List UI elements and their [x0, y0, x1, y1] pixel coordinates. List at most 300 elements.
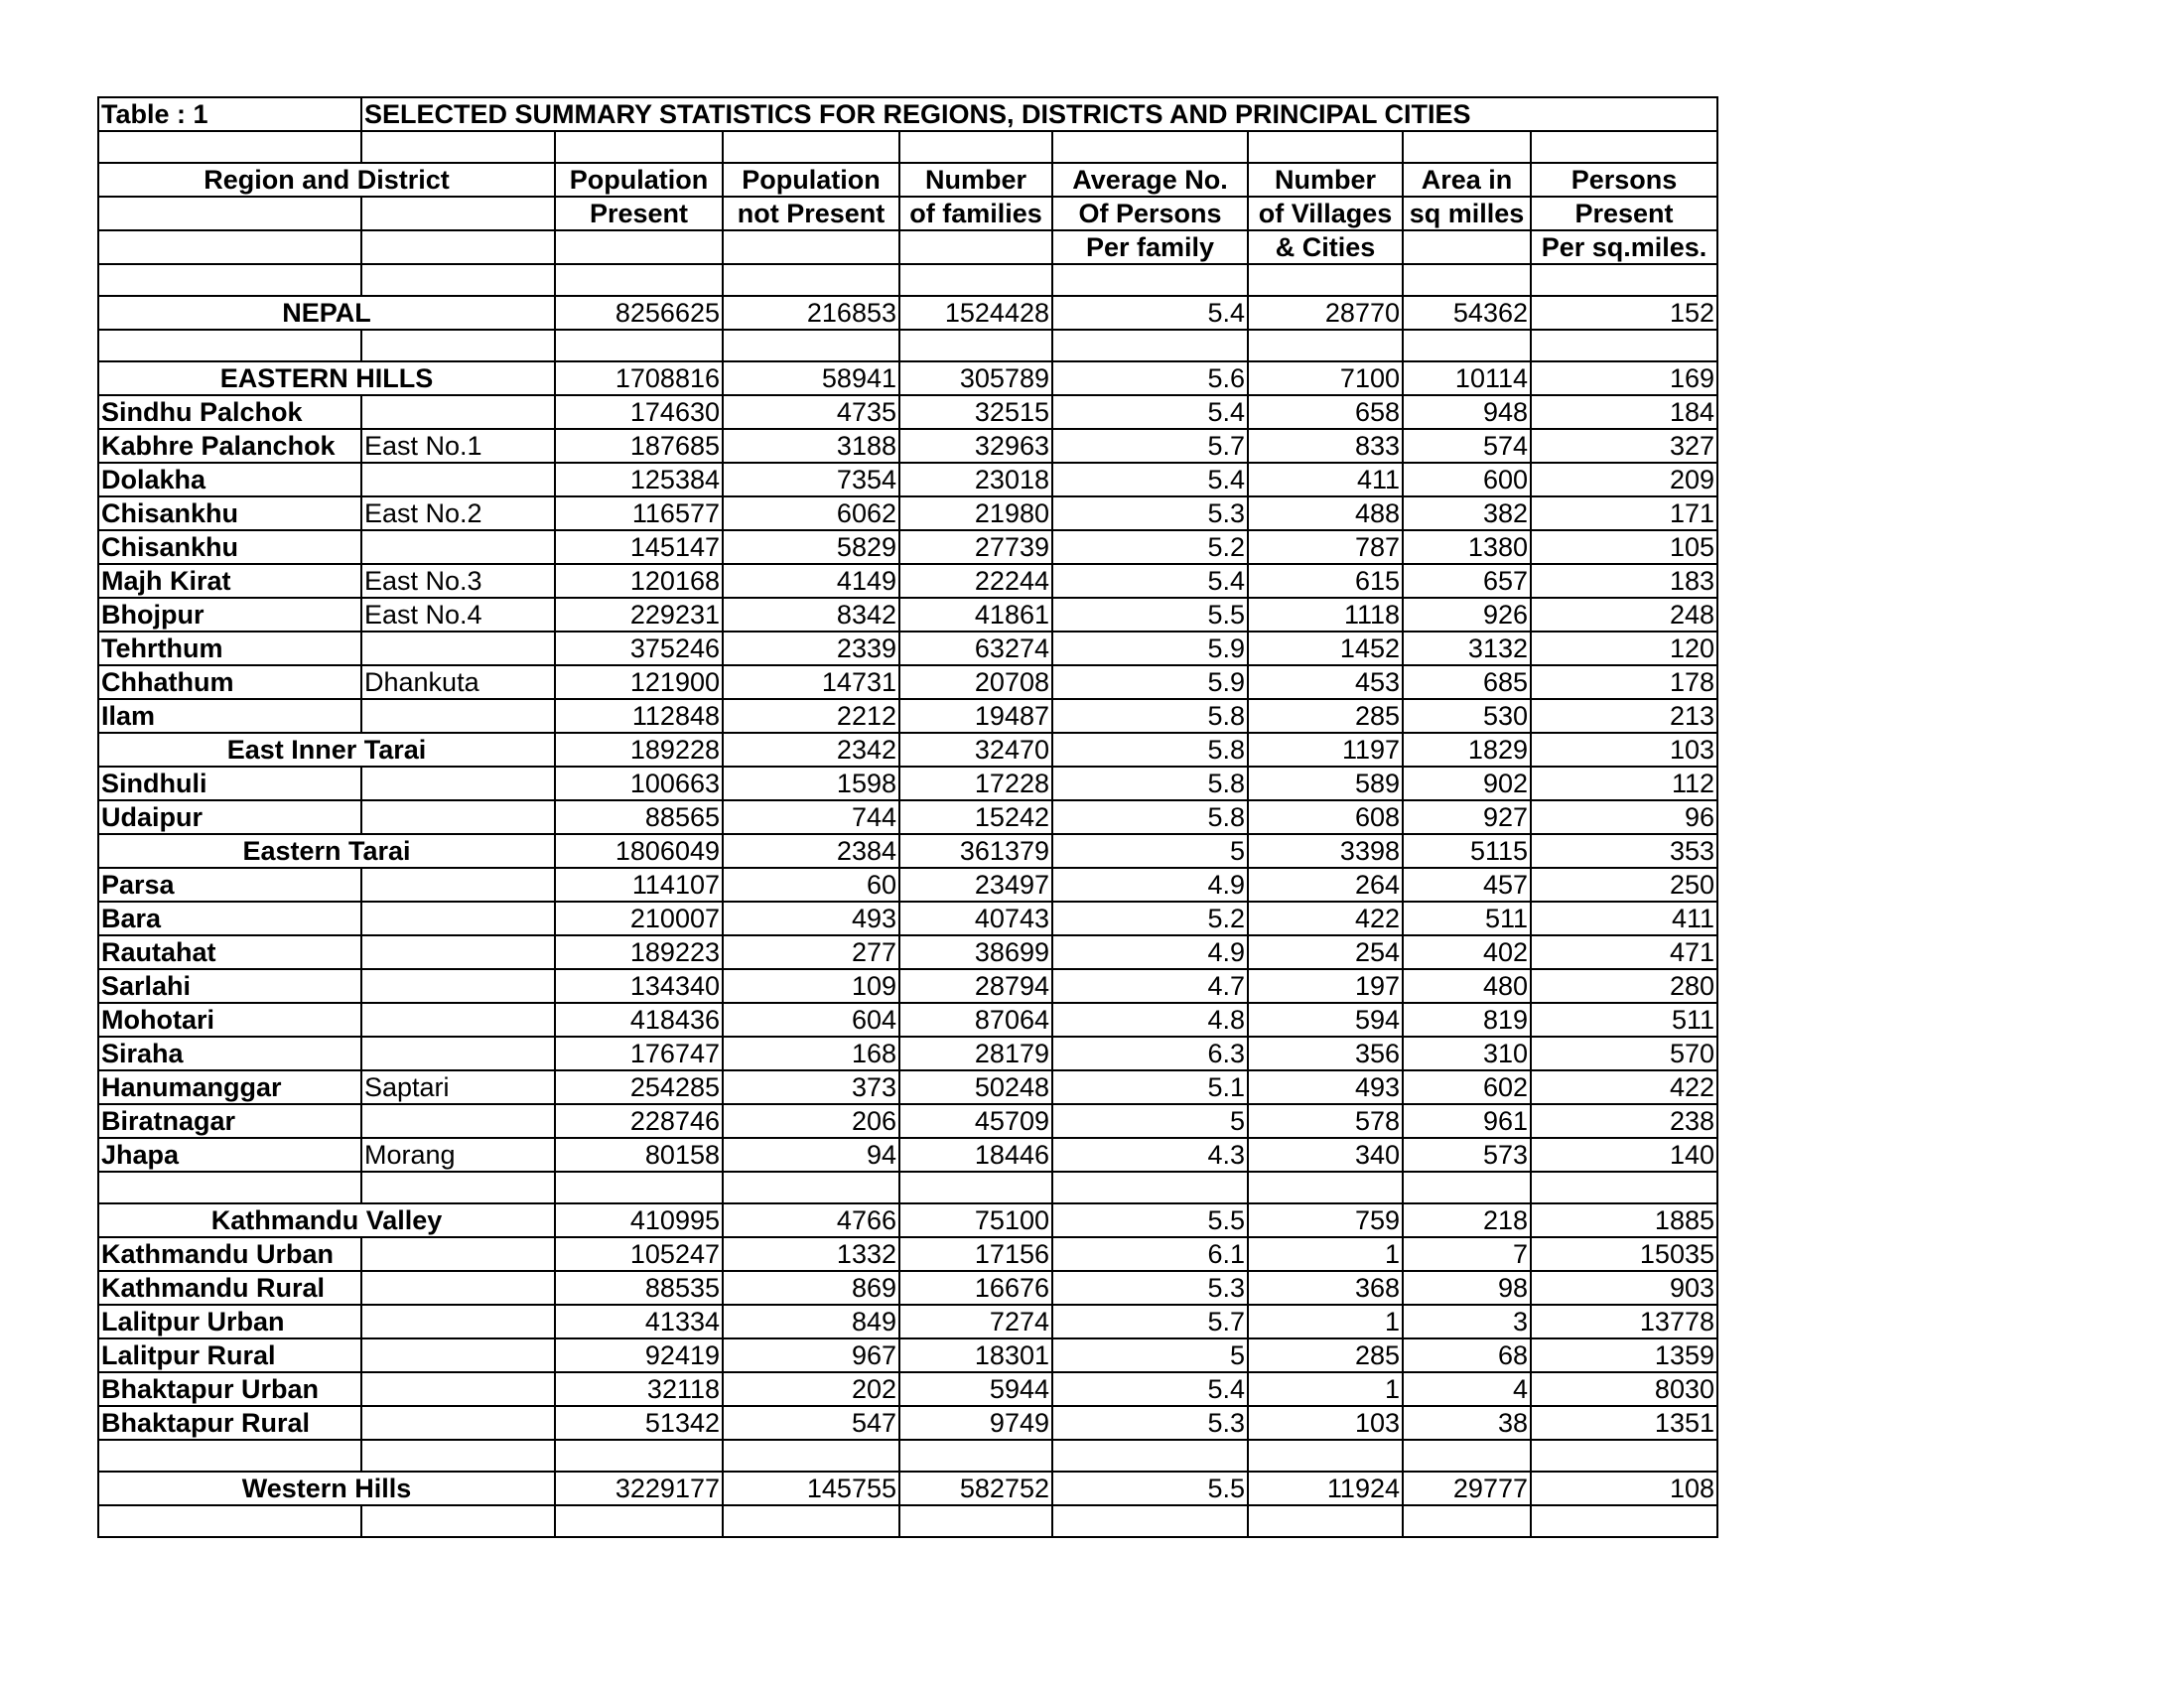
- value-cell: 410995: [555, 1203, 723, 1237]
- district-row: [98, 1037, 1717, 1070]
- district-name: Kathmandu Urban: [98, 1237, 361, 1271]
- value-cell: 657: [1403, 564, 1531, 598]
- region-name: East Inner Tarai: [98, 733, 555, 767]
- value-cell: 615: [1248, 564, 1403, 598]
- value-cell: 11924: [1248, 1472, 1403, 1505]
- value-cell: 8342: [723, 598, 899, 632]
- value-cell: 5115: [1403, 834, 1531, 868]
- value-cell: 169: [1531, 361, 1717, 395]
- district-row: [98, 1372, 1717, 1406]
- value-cell: 18301: [899, 1338, 1052, 1372]
- value-cell: 75100: [899, 1203, 1052, 1237]
- column-header: & Cities: [1248, 230, 1403, 264]
- district-subarea: [361, 1104, 555, 1138]
- value-cell: 5.3: [1052, 1406, 1248, 1440]
- value-cell: 819: [1403, 1003, 1531, 1037]
- column-header: Area in: [1403, 163, 1531, 197]
- value-cell: 353: [1531, 834, 1717, 868]
- value-cell: 17156: [899, 1237, 1052, 1271]
- value-cell: 1829: [1403, 733, 1531, 767]
- value-cell: 327: [1531, 429, 1717, 463]
- district-row: [98, 632, 1717, 665]
- district-subarea: [361, 1338, 555, 1372]
- value-cell: 1: [1248, 1372, 1403, 1406]
- value-cell: 114107: [555, 868, 723, 902]
- value-cell: 7: [1403, 1237, 1531, 1271]
- district-subarea: East No.1: [361, 429, 555, 463]
- value-cell: 96: [1531, 800, 1717, 834]
- value-cell: 368: [1248, 1271, 1403, 1305]
- district-subarea: [361, 395, 555, 429]
- value-cell: 511: [1403, 902, 1531, 935]
- value-cell: 4766: [723, 1203, 899, 1237]
- value-cell: 197: [1248, 969, 1403, 1003]
- value-cell: 573: [1403, 1138, 1531, 1172]
- district-row: [98, 1271, 1717, 1305]
- table-body: [98, 97, 1717, 1537]
- value-cell: 402: [1403, 935, 1531, 969]
- value-cell: 1885: [1531, 1203, 1717, 1237]
- value-cell: 134340: [555, 969, 723, 1003]
- value-cell: 457: [1403, 868, 1531, 902]
- district-subarea: East No.3: [361, 564, 555, 598]
- value-cell: 187685: [555, 429, 723, 463]
- value-cell: 189223: [555, 935, 723, 969]
- district-row: [98, 429, 1717, 463]
- value-cell: 32118: [555, 1372, 723, 1406]
- value-cell: 254: [1248, 935, 1403, 969]
- value-cell: 19487: [899, 699, 1052, 733]
- district-name: Sindhu Palchok: [98, 395, 361, 429]
- column-header: Present: [555, 197, 723, 230]
- value-cell: 103: [1248, 1406, 1403, 1440]
- value-cell: 116577: [555, 496, 723, 530]
- value-cell: 68: [1403, 1338, 1531, 1372]
- value-cell: 5.5: [1052, 1472, 1248, 1505]
- value-cell: 2384: [723, 834, 899, 868]
- value-cell: 40743: [899, 902, 1052, 935]
- value-cell: 7354: [723, 463, 899, 496]
- value-cell: 4.9: [1052, 868, 1248, 902]
- value-cell: 5.4: [1052, 296, 1248, 330]
- value-cell: 5.3: [1052, 1271, 1248, 1305]
- value-cell: 4.9: [1052, 935, 1248, 969]
- value-cell: 112: [1531, 767, 1717, 800]
- value-cell: 250: [1531, 868, 1717, 902]
- district-row: [98, 1237, 1717, 1271]
- value-cell: 4.3: [1052, 1138, 1248, 1172]
- value-cell: 109: [723, 969, 899, 1003]
- value-cell: 178: [1531, 665, 1717, 699]
- value-cell: 120168: [555, 564, 723, 598]
- district-row: [98, 665, 1717, 699]
- value-cell: 1708816: [555, 361, 723, 395]
- district-subarea: [361, 935, 555, 969]
- value-cell: 3132: [1403, 632, 1531, 665]
- district-row: [98, 902, 1717, 935]
- value-cell: 547: [723, 1406, 899, 1440]
- value-cell: 121900: [555, 665, 723, 699]
- value-cell: 373: [723, 1070, 899, 1104]
- blank-row: [98, 264, 1717, 296]
- district-subarea: [361, 1406, 555, 1440]
- value-cell: 1359: [1531, 1338, 1717, 1372]
- value-cell: 216853: [723, 296, 899, 330]
- district-subarea: East No.2: [361, 496, 555, 530]
- value-cell: 511: [1531, 1003, 1717, 1037]
- value-cell: 108: [1531, 1472, 1717, 1505]
- blank-row: [98, 330, 1717, 361]
- district-row: [98, 395, 1717, 429]
- value-cell: 183: [1531, 564, 1717, 598]
- district-name: Kabhre Palanchok: [98, 429, 361, 463]
- column-header: of Villages: [1248, 197, 1403, 230]
- value-cell: 927: [1403, 800, 1531, 834]
- district-row: [98, 969, 1717, 1003]
- district-name: Jhapa: [98, 1138, 361, 1172]
- value-cell: 171: [1531, 496, 1717, 530]
- value-cell: 869: [723, 1271, 899, 1305]
- value-cell: 578: [1248, 1104, 1403, 1138]
- value-cell: 4735: [723, 395, 899, 429]
- district-row: [98, 1138, 1717, 1172]
- value-cell: 41861: [899, 598, 1052, 632]
- value-cell: 105247: [555, 1237, 723, 1271]
- value-cell: 41334: [555, 1305, 723, 1338]
- value-cell: 1452: [1248, 632, 1403, 665]
- district-subarea: [361, 1237, 555, 1271]
- value-cell: 285: [1248, 699, 1403, 733]
- value-cell: 5.7: [1052, 1305, 1248, 1338]
- district-name: Bhaktapur Rural: [98, 1406, 361, 1440]
- district-subarea: [361, 1372, 555, 1406]
- value-cell: 28770: [1248, 296, 1403, 330]
- district-row: [98, 598, 1717, 632]
- value-cell: 88535: [555, 1271, 723, 1305]
- value-cell: 2212: [723, 699, 899, 733]
- value-cell: 176747: [555, 1037, 723, 1070]
- value-cell: 589: [1248, 767, 1403, 800]
- district-name: Parsa: [98, 868, 361, 902]
- value-cell: 145147: [555, 530, 723, 564]
- value-cell: 23018: [899, 463, 1052, 496]
- district-subarea: [361, 463, 555, 496]
- value-cell: 849: [723, 1305, 899, 1338]
- value-cell: 120: [1531, 632, 1717, 665]
- column-header: not Present: [723, 197, 899, 230]
- value-cell: 189228: [555, 733, 723, 767]
- value-cell: 15035: [1531, 1237, 1717, 1271]
- district-name: Dolakha: [98, 463, 361, 496]
- value-cell: 310: [1403, 1037, 1531, 1070]
- value-cell: 103: [1531, 733, 1717, 767]
- value-cell: 140: [1531, 1138, 1717, 1172]
- value-cell: 7100: [1248, 361, 1403, 395]
- district-subarea: East No.4: [361, 598, 555, 632]
- value-cell: 105: [1531, 530, 1717, 564]
- value-cell: 51342: [555, 1406, 723, 1440]
- district-name: Sindhuli: [98, 767, 361, 800]
- value-cell: 5.3: [1052, 496, 1248, 530]
- column-header: Number: [899, 163, 1052, 197]
- value-cell: 480: [1403, 969, 1531, 1003]
- district-name: Bhojpur: [98, 598, 361, 632]
- region-row: [98, 834, 1717, 868]
- value-cell: 1351: [1531, 1406, 1717, 1440]
- value-cell: 744: [723, 800, 899, 834]
- value-cell: 3188: [723, 429, 899, 463]
- district-name: Sarlahi: [98, 969, 361, 1003]
- district-row: [98, 1070, 1717, 1104]
- district-name: Kathmandu Rural: [98, 1271, 361, 1305]
- value-cell: 375246: [555, 632, 723, 665]
- value-cell: 967: [723, 1338, 899, 1372]
- value-cell: 1: [1248, 1237, 1403, 1271]
- value-cell: 570: [1531, 1037, 1717, 1070]
- value-cell: 604: [723, 1003, 899, 1037]
- column-header: sq milles: [1403, 197, 1531, 230]
- value-cell: 305789: [899, 361, 1052, 395]
- value-cell: 530: [1403, 699, 1531, 733]
- value-cell: 29777: [1403, 1472, 1531, 1505]
- value-cell: 254285: [555, 1070, 723, 1104]
- summary-statistics-table: [97, 96, 1718, 1538]
- district-row: [98, 935, 1717, 969]
- value-cell: 594: [1248, 1003, 1403, 1037]
- value-cell: 277: [723, 935, 899, 969]
- district-subarea: Morang: [361, 1138, 555, 1172]
- value-cell: 787: [1248, 530, 1403, 564]
- value-cell: 1332: [723, 1237, 899, 1271]
- district-name: Majh Kirat: [98, 564, 361, 598]
- column-header: Population: [723, 163, 899, 197]
- value-cell: 602: [1403, 1070, 1531, 1104]
- district-name: Lalitpur Rural: [98, 1338, 361, 1372]
- district-row: [98, 1003, 1717, 1037]
- value-cell: 145755: [723, 1472, 899, 1505]
- district-subarea: [361, 1305, 555, 1338]
- value-cell: 228746: [555, 1104, 723, 1138]
- value-cell: 422: [1531, 1070, 1717, 1104]
- region-name: NEPAL: [98, 296, 555, 330]
- region-row: [98, 733, 1717, 767]
- value-cell: 1380: [1403, 530, 1531, 564]
- district-row: [98, 463, 1717, 496]
- district-row: [98, 699, 1717, 733]
- value-cell: 5: [1052, 1104, 1248, 1138]
- district-name: Lalitpur Urban: [98, 1305, 361, 1338]
- value-cell: 453: [1248, 665, 1403, 699]
- value-cell: 168: [723, 1037, 899, 1070]
- value-cell: 58941: [723, 361, 899, 395]
- value-cell: 21980: [899, 496, 1052, 530]
- value-cell: 3398: [1248, 834, 1403, 868]
- region-name: EASTERN HILLS: [98, 361, 555, 395]
- value-cell: 5.8: [1052, 800, 1248, 834]
- value-cell: 98: [1403, 1271, 1531, 1305]
- value-cell: 238: [1531, 1104, 1717, 1138]
- district-subarea: [361, 969, 555, 1003]
- value-cell: 4.7: [1052, 969, 1248, 1003]
- district-name: Udaipur: [98, 800, 361, 834]
- value-cell: 32470: [899, 733, 1052, 767]
- value-cell: 5.6: [1052, 361, 1248, 395]
- table-label: Table : 1: [98, 97, 361, 131]
- value-cell: 4: [1403, 1372, 1531, 1406]
- value-cell: 961: [1403, 1104, 1531, 1138]
- value-cell: 361379: [899, 834, 1052, 868]
- value-cell: 5: [1052, 834, 1248, 868]
- district-subarea: [361, 632, 555, 665]
- value-cell: 50248: [899, 1070, 1052, 1104]
- value-cell: 6.1: [1052, 1237, 1248, 1271]
- value-cell: 5.8: [1052, 733, 1248, 767]
- value-cell: 1524428: [899, 296, 1052, 330]
- blank-row: [98, 131, 1717, 163]
- value-cell: 210007: [555, 902, 723, 935]
- column-header: [723, 230, 899, 264]
- value-cell: 264: [1248, 868, 1403, 902]
- blank-row: [98, 1172, 1717, 1203]
- value-cell: 63274: [899, 632, 1052, 665]
- value-cell: 7274: [899, 1305, 1052, 1338]
- district-name: Biratnagar: [98, 1104, 361, 1138]
- value-cell: 5944: [899, 1372, 1052, 1406]
- value-cell: 5.5: [1052, 1203, 1248, 1237]
- value-cell: 5.2: [1052, 530, 1248, 564]
- header-row: [98, 163, 1717, 197]
- column-header: Per sq.miles.: [1531, 230, 1717, 264]
- value-cell: 5.9: [1052, 665, 1248, 699]
- value-cell: 5.8: [1052, 767, 1248, 800]
- value-cell: 32963: [899, 429, 1052, 463]
- district-name: Ilam: [98, 699, 361, 733]
- value-cell: 493: [1248, 1070, 1403, 1104]
- value-cell: 493: [723, 902, 899, 935]
- value-cell: 658: [1248, 395, 1403, 429]
- table-label-row: [98, 97, 1717, 131]
- value-cell: 32515: [899, 395, 1052, 429]
- value-cell: 280: [1531, 969, 1717, 1003]
- value-cell: 285: [1248, 1338, 1403, 1372]
- value-cell: 5.1: [1052, 1070, 1248, 1104]
- value-cell: 248: [1531, 598, 1717, 632]
- column-header: Present: [1531, 197, 1717, 230]
- value-cell: 608: [1248, 800, 1403, 834]
- value-cell: 28179: [899, 1037, 1052, 1070]
- district-row: [98, 767, 1717, 800]
- district-subarea: [361, 767, 555, 800]
- column-header: Average No.: [1052, 163, 1248, 197]
- district-name: Siraha: [98, 1037, 361, 1070]
- value-cell: 112848: [555, 699, 723, 733]
- value-cell: 5.7: [1052, 429, 1248, 463]
- value-cell: 5.4: [1052, 564, 1248, 598]
- value-cell: 209: [1531, 463, 1717, 496]
- region-name: Kathmandu Valley: [98, 1203, 555, 1237]
- district-subarea: [361, 530, 555, 564]
- column-header: Number: [1248, 163, 1403, 197]
- region-name: Eastern Tarai: [98, 834, 555, 868]
- value-cell: 8256625: [555, 296, 723, 330]
- region-row: [98, 1472, 1717, 1505]
- column-header: of families: [899, 197, 1052, 230]
- district-row: [98, 1338, 1717, 1372]
- value-cell: 833: [1248, 429, 1403, 463]
- value-cell: 184: [1531, 395, 1717, 429]
- region-district-header: Region and District: [98, 163, 555, 197]
- district-name: Hanumanggar: [98, 1070, 361, 1104]
- district-name: Rautahat: [98, 935, 361, 969]
- district-row: [98, 1406, 1717, 1440]
- value-cell: 5.8: [1052, 699, 1248, 733]
- value-cell: 20708: [899, 665, 1052, 699]
- value-cell: 1118: [1248, 598, 1403, 632]
- district-subarea: [361, 800, 555, 834]
- value-cell: 27739: [899, 530, 1052, 564]
- column-header: [899, 230, 1052, 264]
- value-cell: 100663: [555, 767, 723, 800]
- value-cell: 685: [1403, 665, 1531, 699]
- value-cell: 600: [1403, 463, 1531, 496]
- district-subarea: [361, 868, 555, 902]
- value-cell: 948: [1403, 395, 1531, 429]
- blank-row: [98, 1505, 1717, 1537]
- value-cell: 3229177: [555, 1472, 723, 1505]
- value-cell: 1806049: [555, 834, 723, 868]
- value-cell: 4149: [723, 564, 899, 598]
- district-name: Chhathum: [98, 665, 361, 699]
- value-cell: 80158: [555, 1138, 723, 1172]
- column-header: Per family: [1052, 230, 1248, 264]
- value-cell: 3: [1403, 1305, 1531, 1338]
- value-cell: 17228: [899, 767, 1052, 800]
- value-cell: 582752: [899, 1472, 1052, 1505]
- value-cell: 23497: [899, 868, 1052, 902]
- value-cell: 5.5: [1052, 598, 1248, 632]
- district-subarea: [361, 699, 555, 733]
- value-cell: 903: [1531, 1271, 1717, 1305]
- region-row: [98, 361, 1717, 395]
- value-cell: 574: [1403, 429, 1531, 463]
- blank-row: [98, 1440, 1717, 1472]
- value-cell: 340: [1248, 1138, 1403, 1172]
- value-cell: 5.4: [1052, 1372, 1248, 1406]
- value-cell: 14731: [723, 665, 899, 699]
- column-header: [1403, 230, 1531, 264]
- value-cell: 9749: [899, 1406, 1052, 1440]
- value-cell: 902: [1403, 767, 1531, 800]
- value-cell: 1197: [1248, 733, 1403, 767]
- district-row: [98, 496, 1717, 530]
- value-cell: 15242: [899, 800, 1052, 834]
- value-cell: 13778: [1531, 1305, 1717, 1338]
- district-subarea: [361, 1271, 555, 1305]
- district-name: Bhaktapur Urban: [98, 1372, 361, 1406]
- district-name: Chisankhu: [98, 496, 361, 530]
- value-cell: 218: [1403, 1203, 1531, 1237]
- district-row: [98, 564, 1717, 598]
- value-cell: 2339: [723, 632, 899, 665]
- district-subarea: Dhankuta: [361, 665, 555, 699]
- district-name: Mohotari: [98, 1003, 361, 1037]
- value-cell: 22244: [899, 564, 1052, 598]
- district-row: [98, 530, 1717, 564]
- district-row: [98, 800, 1717, 834]
- district-subarea: [361, 1037, 555, 1070]
- value-cell: 202: [723, 1372, 899, 1406]
- value-cell: 471: [1531, 935, 1717, 969]
